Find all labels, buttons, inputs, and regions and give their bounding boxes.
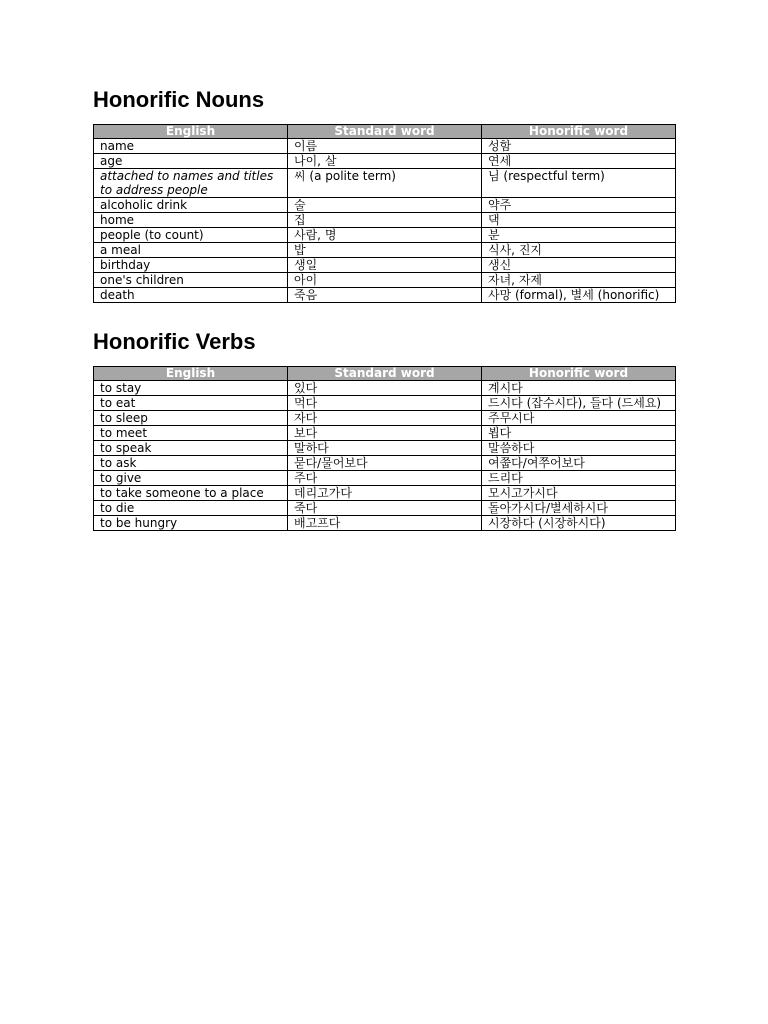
- cell-standard: 배고프다: [288, 516, 482, 531]
- header-standard-word: Standard word: [288, 367, 482, 381]
- cell-standard: 보다: [288, 426, 482, 441]
- honorific-verbs-table: [93, 366, 676, 531]
- cell-standard: 아이: [288, 273, 482, 288]
- cell-standard: 먹다: [288, 396, 482, 411]
- table-row: [94, 516, 676, 531]
- cell-standard: 주다: [288, 471, 482, 486]
- header-standard-word: Standard word: [288, 125, 482, 139]
- cell-english: to sleep: [94, 411, 288, 426]
- table-row: [94, 471, 676, 486]
- header-english: English: [94, 367, 288, 381]
- table-header-row: [94, 125, 676, 139]
- cell-standard: 집: [288, 213, 482, 228]
- cell-standard: 사람, 명: [288, 228, 482, 243]
- cell-honorific: 모시고가시다: [482, 486, 676, 501]
- cell-honorific: 식사, 진지: [482, 243, 676, 258]
- cell-honorific: 계시다: [482, 381, 676, 396]
- cell-english: to meet: [94, 426, 288, 441]
- cell-standard: 씨 (a polite term): [288, 169, 482, 198]
- cell-english: one's children: [94, 273, 288, 288]
- cell-english: to speak: [94, 441, 288, 456]
- cell-honorific: 생신: [482, 258, 676, 273]
- table-row: [94, 198, 676, 213]
- cell-english: to be hungry: [94, 516, 288, 531]
- cell-english: to die: [94, 501, 288, 516]
- cell-english: name: [94, 139, 288, 154]
- cell-honorific: 시장하다 (시장하시다): [482, 516, 676, 531]
- cell-english: to stay: [94, 381, 288, 396]
- cell-honorific: 연세: [482, 154, 676, 169]
- table-row: [94, 456, 676, 471]
- cell-english: attached to names and titles to address people: [94, 169, 288, 198]
- table-row: [94, 258, 676, 273]
- cell-honorific: 성함: [482, 139, 676, 154]
- header-english: English: [94, 125, 288, 139]
- cell-english: to ask: [94, 456, 288, 471]
- cell-honorific: 님 (respectful term): [482, 169, 676, 198]
- nouns-section-title: Honorific Nouns: [93, 87, 265, 112]
- cell-standard: 술: [288, 198, 482, 213]
- cell-honorific: 분: [482, 228, 676, 243]
- cell-standard: 밥: [288, 243, 482, 258]
- cell-honorific: 댁: [482, 213, 676, 228]
- table-row: [94, 139, 676, 154]
- cell-standard: 있다: [288, 381, 482, 396]
- table-row: [94, 486, 676, 501]
- table-header-row: [94, 367, 676, 381]
- cell-english: alcoholic drink: [94, 198, 288, 213]
- table-row: [94, 396, 676, 411]
- table-row: [94, 154, 676, 169]
- cell-standard: 데리고가다: [288, 486, 482, 501]
- cell-english: death: [94, 288, 288, 303]
- cell-honorific: 드시다 (잡수시다), 들다 (드세요): [482, 396, 676, 411]
- cell-english: to give: [94, 471, 288, 486]
- cell-english: to take someone to a place: [94, 486, 288, 501]
- cell-english: home: [94, 213, 288, 228]
- cell-standard: 죽다: [288, 501, 482, 516]
- table-row: [94, 441, 676, 456]
- cell-honorific: 여쭙다/여쭈어보다: [482, 456, 676, 471]
- cell-honorific: 주무시다: [482, 411, 676, 426]
- cell-honorific: 사망 (formal), 별세 (honorific): [482, 288, 676, 303]
- header-honorific-word: Honorific word: [482, 367, 676, 381]
- cell-english: people (to count): [94, 228, 288, 243]
- table-row: [94, 213, 676, 228]
- cell-honorific: 약주: [482, 198, 676, 213]
- table-row: [94, 169, 676, 198]
- cell-standard: 묻다/물어보다: [288, 456, 482, 471]
- cell-standard: 자다: [288, 411, 482, 426]
- table-row: [94, 411, 676, 426]
- cell-honorific: 뵙다: [482, 426, 676, 441]
- honorific-nouns-table: [93, 124, 676, 303]
- cell-standard: 말하다: [288, 441, 482, 456]
- cell-standard: 나이, 살: [288, 154, 482, 169]
- cell-english: to eat: [94, 396, 288, 411]
- cell-english: a meal: [94, 243, 288, 258]
- header-honorific-word: Honorific word: [482, 125, 676, 139]
- table-row: [94, 228, 676, 243]
- cell-standard: 이름: [288, 139, 482, 154]
- cell-english: birthday: [94, 258, 288, 273]
- cell-honorific: 드리다: [482, 471, 676, 486]
- table-row: [94, 381, 676, 396]
- cell-standard: 죽음: [288, 288, 482, 303]
- table-row: [94, 501, 676, 516]
- cell-honorific: 돌아가시다/별세하시다: [482, 501, 676, 516]
- table-row: [94, 426, 676, 441]
- table-row: [94, 243, 676, 258]
- cell-english: age: [94, 154, 288, 169]
- verbs-section-title: Honorific Verbs: [93, 329, 256, 354]
- cell-standard: 생일: [288, 258, 482, 273]
- cell-honorific: 자녀, 자제: [482, 273, 676, 288]
- table-row: [94, 273, 676, 288]
- table-row: [94, 288, 676, 303]
- cell-honorific: 말씀하다: [482, 441, 676, 456]
